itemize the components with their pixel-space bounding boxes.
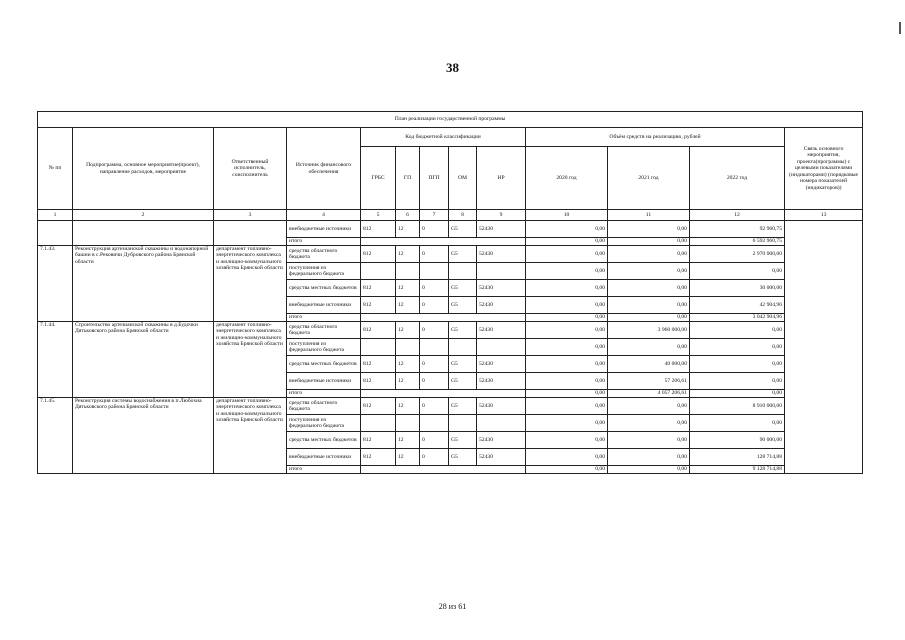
total-2020-cell: 0,00 (526, 390, 608, 398)
executor-cell: департамент топливно-энергетического комплекса и жилищно-коммунального хозяйства Брянской области (214, 398, 287, 474)
grbs-cell: 812 (361, 246, 396, 263)
pgp-cell: 0 (420, 322, 449, 339)
source-cell: внебюджетные источники (287, 297, 361, 314)
subprogram-cell (73, 221, 214, 246)
source-cell: средства местных бюджетов (287, 356, 361, 373)
grbs-cell: 812 (361, 432, 396, 449)
pgp-cell: 0 (420, 432, 449, 449)
page-footer: 28 из 61 (438, 602, 467, 611)
om-cell: G5 (449, 373, 477, 390)
amount-2022-cell: 90 000,00 (690, 432, 785, 449)
total-2022-cell: 6 592 960,75 (690, 238, 785, 246)
header-grbs: ГРБС (361, 147, 396, 210)
source-cell: внебюджетные источники (287, 221, 361, 238)
total-blank-cell (361, 314, 526, 322)
pgp-cell: 0 (420, 398, 449, 415)
om-cell (449, 339, 477, 356)
pgp-cell (420, 263, 449, 280)
np-cell: 52430 (477, 322, 526, 339)
column-number: 12 (690, 210, 785, 221)
source-cell: средства местных бюджетов (287, 432, 361, 449)
amount-2020-cell: 0,00 (526, 339, 608, 356)
total-2022-cell: 9 128 714,88 (690, 466, 785, 474)
pgp-cell (420, 415, 449, 432)
num-cell: 7.1.44. (38, 322, 73, 398)
om-cell: G5 (449, 246, 477, 263)
amount-2022-cell: 92 960,75 (690, 221, 785, 238)
header-subprogram: Подпрограмма, основное мероприятие(проект), направление расходов, мероприятие (73, 128, 214, 210)
column-number: 6 (396, 210, 420, 221)
amount-2020-cell: 0,00 (526, 415, 608, 432)
grbs-cell: 812 (361, 280, 396, 297)
total-2020-cell: 0,00 (526, 314, 608, 322)
total-2021-cell: 0,00 (608, 466, 690, 474)
pgp-cell: 0 (420, 246, 449, 263)
table-row (38, 221, 863, 238)
amount-2021-cell: 0,00 (608, 263, 690, 280)
total-blank-cell (361, 238, 526, 246)
amount-2022-cell: 128 714,88 (690, 449, 785, 466)
gp-cell (396, 415, 420, 432)
header-2021: 2021 год (608, 147, 690, 210)
num-cell (38, 221, 73, 246)
grbs-cell: 812 (361, 398, 396, 415)
np-cell: 52430 (477, 398, 526, 415)
column-number-row (38, 210, 863, 221)
table-row (38, 246, 863, 263)
amount-2021-cell: 0,00 (608, 297, 690, 314)
source-cell: внебюджетные источники (287, 449, 361, 466)
np-cell: 52430 (477, 297, 526, 314)
grbs-cell: 812 (361, 221, 396, 238)
amount-2020-cell: 0,00 (526, 297, 608, 314)
subprogram-cell: Строительство артезианской скважины в д.Будочки Дятьковского района Брянской области (73, 322, 214, 398)
amount-2022-cell: 0,00 (690, 415, 785, 432)
source-cell: средства областного бюджета (287, 398, 361, 415)
amount-2020-cell: 0,00 (526, 398, 608, 415)
table-title: План реализации государственной программы (38, 112, 863, 128)
total-blank-cell (361, 390, 526, 398)
om-cell: G5 (449, 297, 477, 314)
subprogram-cell: Реконструкция артезианской скважины и водонапорной башни в с.Рековичи Дубровского района Брянской области (73, 246, 214, 322)
total-2020-cell: 0,00 (526, 238, 608, 246)
header-link: Связь основного мероприятия, проекта(программы) с целевыми показателями (индикаторами) (порядковые номера показателей (индикаторов)) (785, 128, 863, 210)
amount-2022-cell: 42 904,96 (690, 297, 785, 314)
total-label-cell: итого (287, 466, 361, 474)
table-title-row (38, 112, 863, 128)
amount-2020-cell: 0,00 (526, 373, 608, 390)
amount-2021-cell: 0,00 (608, 432, 690, 449)
amount-2020-cell: 0,00 (526, 432, 608, 449)
total-2022-cell: 3 042 904,96 (690, 314, 785, 322)
amount-2020-cell: 0,00 (526, 246, 608, 263)
amount-2020-cell: 0,00 (526, 280, 608, 297)
header-executor: Ответственный исполнитель, соисполнитель (214, 128, 287, 210)
grbs-cell: 812 (361, 449, 396, 466)
amount-2021-cell: 40 000,00 (608, 356, 690, 373)
column-number: 3 (214, 210, 287, 221)
total-2021-cell: 0,00 (608, 314, 690, 322)
om-cell: G5 (449, 398, 477, 415)
amount-2022-cell: 0,00 (690, 339, 785, 356)
grbs-cell: 812 (361, 373, 396, 390)
page-number: 38 (446, 60, 459, 75)
gp-cell: 12 (396, 432, 420, 449)
amount-2020-cell: 0,00 (526, 449, 608, 466)
np-cell: 52430 (477, 449, 526, 466)
column-number: 2 (73, 210, 214, 221)
gp-cell: 12 (396, 449, 420, 466)
grbs-cell (361, 339, 396, 356)
amount-2021-cell: 57 206,61 (608, 373, 690, 390)
source-cell: поступления из федерального бюджета (287, 415, 361, 432)
np-cell (477, 339, 526, 356)
total-2021-cell: 4 057 206,61 (608, 390, 690, 398)
header-pgp: ПГП (420, 147, 449, 210)
column-number: 4 (287, 210, 361, 221)
gp-cell: 12 (396, 322, 420, 339)
om-cell: G5 (449, 322, 477, 339)
executor-cell (214, 221, 287, 246)
amount-2020-cell: 0,00 (526, 263, 608, 280)
pgp-cell: 0 (420, 221, 449, 238)
amount-2022-cell: 0,00 (690, 322, 785, 339)
amount-2020-cell: 0,00 (526, 356, 608, 373)
om-cell (449, 415, 477, 432)
amount-2021-cell: 0,00 (608, 449, 690, 466)
grbs-cell (361, 263, 396, 280)
amount-2021-cell: 0,00 (608, 221, 690, 238)
total-2022-cell: 0,00 (690, 390, 785, 398)
amount-2021-cell: 0,00 (608, 280, 690, 297)
grbs-cell: 812 (361, 322, 396, 339)
total-2020-cell: 0,00 (526, 466, 608, 474)
column-number: 10 (526, 210, 608, 221)
gp-cell (396, 339, 420, 356)
header-source: Источник финансового обеспечения (287, 128, 361, 210)
amount-2021-cell: 0,00 (608, 398, 690, 415)
amount-2020-cell: 0,00 (526, 322, 608, 339)
executor-cell: департамент топливно-энергетического комплекса и жилищно-коммунального хозяйства Брянской области (214, 322, 287, 398)
gp-cell: 12 (396, 398, 420, 415)
amount-2022-cell: 2 970 000,00 (690, 246, 785, 263)
executor-cell: департамент топливно-энергетического комплекса и жилищно-коммунального хозяйства Брянской области (214, 246, 287, 322)
source-cell: поступления из федерального бюджета (287, 339, 361, 356)
total-label-cell: итого (287, 390, 361, 398)
link-cell (785, 221, 863, 474)
pgp-cell (420, 339, 449, 356)
table-row (38, 398, 863, 415)
amount-2022-cell: 0,00 (690, 356, 785, 373)
column-number: 13 (785, 210, 863, 221)
grbs-cell: 812 (361, 356, 396, 373)
total-blank-cell (361, 466, 526, 474)
pgp-cell: 0 (420, 297, 449, 314)
om-cell: G5 (449, 221, 477, 238)
amount-2022-cell: 0,00 (690, 373, 785, 390)
header-budget-code: Код бюджетной классификации (361, 128, 526, 147)
gp-cell: 12 (396, 246, 420, 263)
column-number: 7 (420, 210, 449, 221)
source-cell: средства областного бюджета (287, 246, 361, 263)
header-gp: ГП (396, 147, 420, 210)
header-np: НР (477, 147, 526, 210)
om-cell (449, 263, 477, 280)
header-2020: 2020 год (526, 147, 608, 210)
column-number: 11 (608, 210, 690, 221)
gp-cell: 12 (396, 356, 420, 373)
amount-2022-cell: 8 910 000,00 (690, 398, 785, 415)
source-cell: средства областного бюджета (287, 322, 361, 339)
gp-cell: 12 (396, 280, 420, 297)
num-cell: 7.1.45. (38, 398, 73, 474)
column-number: 5 (361, 210, 396, 221)
gp-cell: 12 (396, 373, 420, 390)
source-cell: средства местных бюджетов (287, 280, 361, 297)
header-om: ОМ (449, 147, 477, 210)
scan-edge-mark (899, 22, 901, 34)
np-cell: 52430 (477, 221, 526, 238)
amount-2021-cell: 3 960 000,00 (608, 322, 690, 339)
amount-2020-cell: 0,00 (526, 221, 608, 238)
gp-cell: 12 (396, 221, 420, 238)
amount-2021-cell: 0,00 (608, 339, 690, 356)
header-funding: Объём средств на реализацию, рублей (526, 128, 785, 147)
grbs-cell (361, 415, 396, 432)
np-cell (477, 415, 526, 432)
total-label-cell: итого (287, 314, 361, 322)
np-cell (477, 263, 526, 280)
column-number: 9 (477, 210, 526, 221)
pgp-cell: 0 (420, 356, 449, 373)
amount-2021-cell: 0,00 (608, 246, 690, 263)
amount-2022-cell: 0,00 (690, 263, 785, 280)
np-cell: 52430 (477, 280, 526, 297)
header-row-groups (38, 128, 863, 147)
total-label-cell: итого (287, 238, 361, 246)
column-number: 1 (38, 210, 73, 221)
amount-2021-cell: 0,00 (608, 415, 690, 432)
column-number: 8 (449, 210, 477, 221)
header-2022: 2022 год (690, 147, 785, 210)
np-cell: 52430 (477, 432, 526, 449)
amount-2022-cell: 30 000,00 (690, 280, 785, 297)
source-cell: поступления из федерального бюджета (287, 263, 361, 280)
om-cell: G5 (449, 432, 477, 449)
table-row (38, 322, 863, 339)
pgp-cell: 0 (420, 280, 449, 297)
source-cell: внебюджетные источники (287, 373, 361, 390)
gp-cell (396, 263, 420, 280)
subprogram-cell: Реконструкция системы водоснабжения в п.Любохна Дятьковского района Брянской области (73, 398, 214, 474)
om-cell: G5 (449, 280, 477, 297)
np-cell: 52430 (477, 356, 526, 373)
total-2021-cell: 0,00 (608, 238, 690, 246)
num-cell: 7.1.43. (38, 246, 73, 322)
program-plan-table (37, 111, 863, 474)
header-num: № пп (38, 128, 73, 210)
np-cell: 52430 (477, 373, 526, 390)
pgp-cell: 0 (420, 373, 449, 390)
grbs-cell: 812 (361, 297, 396, 314)
np-cell: 52430 (477, 246, 526, 263)
pgp-cell: 0 (420, 449, 449, 466)
gp-cell: 12 (396, 297, 420, 314)
om-cell: G5 (449, 449, 477, 466)
om-cell: G5 (449, 356, 477, 373)
